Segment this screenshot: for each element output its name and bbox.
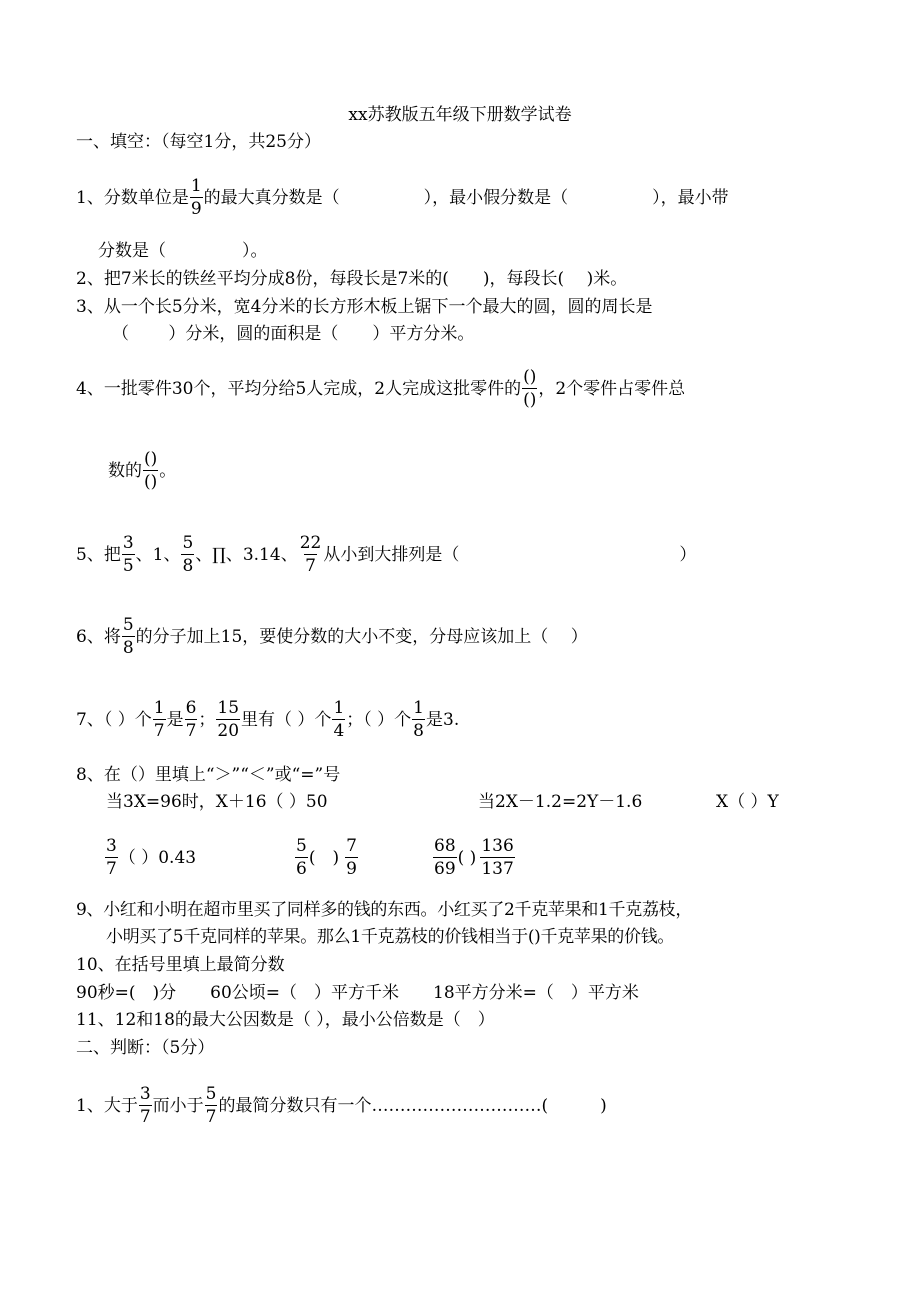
fraction-1-7: $\frac{1}{7}$ <box>153 698 165 741</box>
question-6: 6、将 $\frac{5}{8}$ 的分子加上15，要使分数的大小不变，分母应该加上（ ） <box>76 615 588 658</box>
question-5: 5、把 $\frac{3}{5}$ 、1、 $\frac{5}{8}$ 、∏、3.14、 $\frac{22}{7}$ 从小到大排列是（ ） <box>76 533 697 576</box>
fraction-15-20: $\frac{15}{20}$ <box>217 698 240 741</box>
fraction-5-8: $\frac{5}{8}$ <box>122 615 134 658</box>
question-1-line2: 分数是（ ）。 <box>98 241 268 261</box>
fraction-136-137: $\frac{136}{137}$ <box>481 836 514 879</box>
comparison-3: $\frac{68}{69}$ ( ) $\frac{136}{137}$ <box>434 836 514 879</box>
fraction-3-5: $\frac{3}{5}$ <box>122 533 134 576</box>
fraction-3-7: $\frac{3}{7}$ <box>106 836 117 879</box>
fraction-blank[interactable]: () () <box>144 449 158 492</box>
fraction-7-9: $\frac{7}{9}$ <box>346 836 357 879</box>
comparison-2: $\frac{5}{6}$ ( ) $\frac{7}{9}$ <box>296 836 357 879</box>
fraction-68-69: $\frac{68}{69}$ <box>434 836 456 879</box>
question-8-row1c: X（ ）Y <box>716 792 779 812</box>
fraction-5-6: $\frac{5}{6}$ <box>296 836 307 879</box>
fraction-1-8: $\frac{1}{8}$ <box>413 698 424 741</box>
question-8-row1b: 当2X－1.2=2Y－1.6 <box>478 792 643 812</box>
question-4-line2: 数的 () () 。 <box>108 449 177 492</box>
question-10-items: 90秒=( )分 60公顷=（ ）平方千米 18平方分米=（ ）平方米 <box>76 983 639 1003</box>
fraction-22-7: $\frac{22}{7}$ <box>299 533 322 576</box>
section1-heading: 一、填空：（每空1分，共25分） <box>76 132 321 152</box>
question-3: 3、从一个长5分米，宽4分米的长方形木板上锯下一个最大的圆，圆的周长是 <box>76 297 653 317</box>
q1-prefix: 1、分数单位是 <box>76 187 189 208</box>
fraction-6-7: $\frac{6}{7}$ <box>185 698 197 741</box>
question-10-heading: 10、在括号里填上最简分数 <box>76 955 285 975</box>
question-7: 7、（ ）个 $\frac{1}{7}$ 是 $\frac{6}{7}$ ； $\frac{15}{20}$ 里有（ ）个 $\frac{1}{4}$ ；（ ）个 $\frac{1}{8}$ 是3. <box>76 698 460 741</box>
page-title: xx苏教版五年级下册数学试卷 <box>348 105 572 125</box>
fraction-5-8: $\frac{5}{8}$ <box>182 533 194 576</box>
question-8-row1a: 当3X=96时，X＋16（ ）50 <box>106 792 328 812</box>
question-1: 1、分数单位是 $\frac{1}{9}$ 的最大真分数是（ ），最小假分数是（ ），最小带 <box>76 176 729 219</box>
question-9-line2: 小明买了5千克同样的苹果。那么1千克荔枝的价钱相当于()千克苹果的价钱。 <box>106 927 675 947</box>
fraction-1-4: $\frac{1}{4}$ <box>333 698 345 741</box>
fraction-3-7: $\frac{3}{7}$ <box>139 1084 151 1127</box>
question-9: 9、小红和小明在超市里买了同样多的钱的东西。小红买了2千克苹果和1千克荔枝， <box>76 900 693 920</box>
fraction-5-7: $\frac{5}{7}$ <box>205 1084 217 1127</box>
question-4: 4、一批零件30个，平均分给5人完成，2人完成这批零件的 () () ，2个零件占零件总 <box>76 367 686 410</box>
question-3-line2: （ ）分米，圆的面积是（ ）平方分米。 <box>112 324 475 344</box>
fraction-blank[interactable]: () () <box>523 367 537 410</box>
fraction-1-9: $\frac{1}{9}$ <box>190 176 202 219</box>
question-11: 11、12和18的最大公因数是（ ），最小公倍数是（ ） <box>76 1010 495 1030</box>
comparison-1: $\frac{3}{7}$ （ ）0.43 <box>106 836 197 879</box>
question-8-heading: 8、在（）里填上“＞”“＜”或“=”号 <box>76 765 341 785</box>
question-2: 2、把7米长的铁丝平均分成8份，每段长是7米的( )，每段长( )米。 <box>76 269 628 289</box>
judge-question-1: 1、大于 $\frac{3}{7}$ 而小于 $\frac{5}{7}$ 的最简分数只有一个…………………………( ) <box>76 1084 607 1127</box>
section2-heading: 二、判断：（5分） <box>76 1038 215 1058</box>
